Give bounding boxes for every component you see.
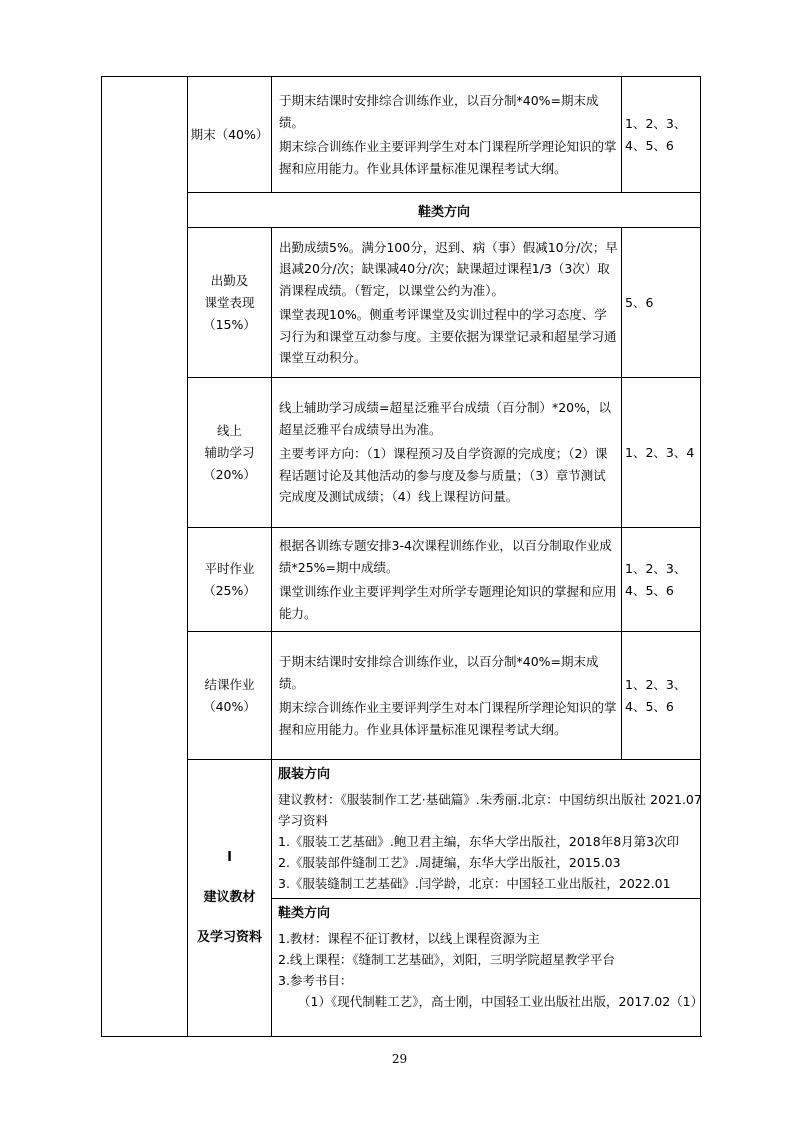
description-paragraph: 期末综合训练作业主要评判学生对本门课程所学理论知识的掌握和应用能力。作业具体评量标准见课程考试大纲。: [279, 700, 617, 737]
materials-row: [102, 760, 701, 1037]
category-weight: （25%）: [203, 582, 256, 598]
category-label: 辅助学习: [204, 444, 255, 460]
description-cell: [272, 528, 622, 632]
materials-content-cell: [272, 760, 704, 1037]
category-label: 出勤及: [210, 272, 249, 288]
description-paragraph: 期末综合训练作业主要评判学生对本门课程所学理论知识的掌握和应用能力。作业具体评量标准见课程考试大纲。: [279, 139, 617, 176]
category-weight: （20%）: [203, 466, 256, 482]
materials-label: 及学习资料: [196, 930, 262, 945]
objective-ref-cell: 1、2、3、4、5、6: [622, 528, 701, 632]
category-cell: [188, 528, 272, 632]
material-line: 建议教材：《服装制作工艺·基础篇》.朱秀丽.北京：中国纺织出版社 2021.07: [278, 792, 702, 807]
description-cell: [272, 378, 622, 528]
description-cell: [272, 77, 622, 193]
material-line: 2.《服装部件缝制工艺》.周捷编，东华大学出版社，2015.03: [278, 855, 621, 870]
shoe-direction-title: 鞋类方向: [278, 906, 331, 921]
material-line: 3.参考书目：: [278, 973, 353, 988]
description-paragraph: 出勤成绩5%。满分100分，迟到、病（事）假减10分/次；早退减20分/次；缺课减40分/次；缺课超过课程1/3（3次）取消课程成绩。（暂定，以课堂公约为准）。: [279, 239, 618, 298]
description-paragraph: 根据各训练专题安排3-4次课程训练作业，以百分制取作业成绩*25%=期中成绩。: [279, 538, 612, 575]
category-weight: （15%）: [203, 316, 256, 332]
table-row: [102, 528, 701, 632]
table-row: [102, 228, 701, 378]
objective-ref-cell: 5、6: [622, 228, 701, 378]
section-title: 鞋类方向: [188, 193, 701, 228]
description-paragraph: 课堂表现10%。侧重考评课堂及实训过程中的学习态度、学习行为和课堂互动参与度。主要依据为课堂记录和超星学习通课堂互动积分。: [279, 307, 617, 365]
assessment-table: [101, 76, 704, 1037]
category-cell: [188, 77, 272, 193]
category-label: 课堂表现: [204, 294, 255, 310]
category-cell: [188, 228, 272, 378]
description-cell: [272, 632, 622, 760]
material-line: 学习资料: [278, 813, 329, 828]
description-cell: [272, 228, 622, 378]
category-label: 结课作业: [204, 676, 255, 692]
material-line: 3.《服装缝制工艺基础》.闫学龄，北京：中国轻工业出版社，2022.01: [278, 876, 671, 891]
section-number: I: [227, 850, 232, 865]
objective-ref-cell: 1、2、3、4、5、6: [622, 632, 701, 760]
left-empty-cell: [102, 77, 188, 1037]
objective-ref-cell: 1、2、3、4、5、6: [622, 77, 701, 193]
section-header-row: [102, 193, 701, 228]
category-weight: （40%）: [203, 698, 256, 714]
description-paragraph: 于期末结课时安排综合训练作业，以百分制*40%=期末成绩。: [279, 654, 599, 691]
page-number: 29: [391, 1052, 408, 1066]
materials-label: 建议教材: [203, 890, 256, 905]
objective-ref-cell: 1、2、3、4: [622, 378, 701, 528]
category-cell: [188, 378, 272, 528]
description-paragraph: 于期末结课时安排综合训练作业，以百分制*40%=期末成绩。: [279, 93, 599, 130]
divider: [272, 898, 700, 899]
category-label: 线上: [216, 422, 242, 438]
materials-label-cell: [188, 760, 272, 1037]
material-line: （1）《现代制鞋工艺》，高士刚，中国轻工业出版社出版，2017.02（1）: [298, 994, 704, 1009]
material-line: 1.教材：课程不征订教材，以线上课程资源为主: [278, 931, 540, 946]
description-paragraph: 主要考评方向：（1）课程预习及自学资源的完成度；（2）课程话题讨论及其他活动的参与度及参与质量；（3）章节测试完成度及测试成绩；（4）线上课程访问量。: [279, 446, 608, 505]
material-line: 1.《服装工艺基础》.鲍卫君主编，东华大学出版社，2018年8月第3次印: [278, 834, 680, 849]
table-row: [102, 632, 701, 760]
description-paragraph: 线上辅助学习成绩=超星泛雅平台成绩（百分制）*20%，以超星泛雅平台成绩导出为准。: [279, 400, 612, 437]
clothing-direction-title: 服装方向: [278, 767, 331, 782]
category-label: 期末（40%）: [190, 126, 269, 142]
table-row: [102, 378, 701, 528]
category-cell: [188, 632, 272, 760]
description-paragraph: 课堂训练作业主要评判学生对所学专题理论知识的掌握和应用能力。: [279, 584, 617, 621]
table-row: [102, 77, 701, 193]
category-label: 平时作业: [204, 560, 255, 576]
material-line: 2.线上课程：《缝制工艺基础》，刘阳，三明学院超星教学平台: [278, 952, 615, 967]
